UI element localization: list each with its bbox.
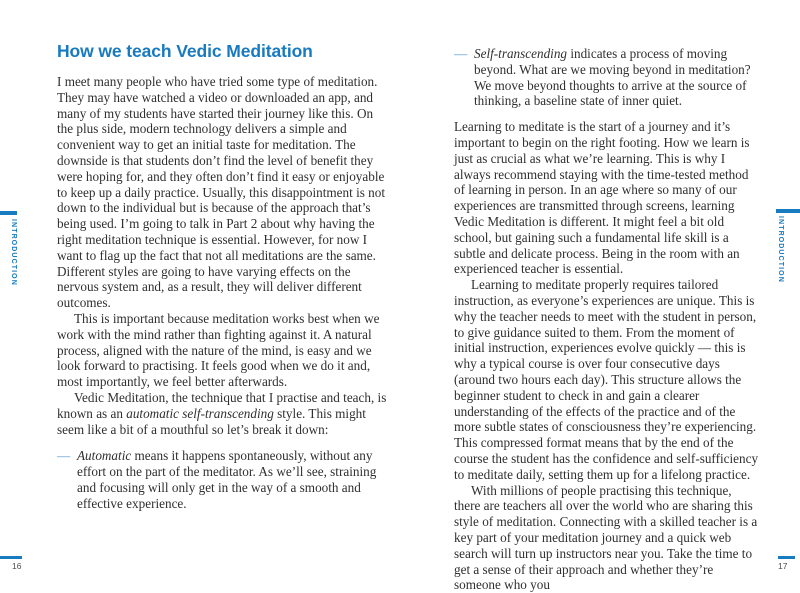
page-title: How we teach Vedic Meditation xyxy=(57,41,313,61)
text-run: This is important because meditation works best when we work with the mind rather than fighting against it. A natural process, aligned with the nature of the mind, is easy and we look forward to practising. It feels good when we do it and, most importantly, we feel better afterwards. xyxy=(57,310,380,390)
footer-rule-right xyxy=(778,556,795,559)
footer-rule-left xyxy=(0,556,22,559)
text-run: style. This might seem like a bit of a mouthful so let’s break it down: xyxy=(57,405,366,437)
right-page-text-column xyxy=(454,46,759,593)
section-tab-bar-left xyxy=(0,211,17,215)
page-number-left: 16 xyxy=(12,561,22,571)
bullet-dash-icon: — xyxy=(57,448,71,464)
section-label-right: INTRODUCTION xyxy=(777,216,784,283)
text-run: Vedic Meditation, the technique that I practise and teach, is known as an xyxy=(57,389,387,421)
left-page-body xyxy=(57,74,391,512)
text-run: Learning to meditate properly requires tailored instruction, as everyone’s experiences are unique. This is why the teacher needs to meet with the student in person, to give guidance suited to them. From the moment of initial instruction, experiences evolve quickly — this is why a typical course is over four consecutive days (around two hours each day). This structure allows the beginner student to check in and gain a clearer understanding of the effects of the practice and of the more subtle states of consciousness they’re experiencing. This compressed format means that by the end of the course the student has the confidence and self-sufficiency to meditate daily, setting them up for a lifelong practice. xyxy=(454,277,759,482)
section-tab-bar-right xyxy=(776,209,800,213)
bullet-dash-icon: — xyxy=(454,46,468,61)
bullet-text xyxy=(77,448,391,511)
paragraph xyxy=(57,311,391,390)
text-run: I meet many people who have tried some type of meditation. They may have watched a video or downloaded an app, and many of my students have started their journey like this. On the plus side, modern technology delivers a simple and convenient way to get an initial taste for meditation. The downside is that students don’t find the level of benefit they were hoping for, and they often don’t find it easy or enjoyable to keep up a daily practice. Usually, this disappointment is not down to the individual but is because of the approach that’s being used. I’m going to talk in Part 2 about why having the right meditation technique is essential. However, for now I want to flag up the fact that not all meditations are the same. Different styles are going to have varying effects on the nervous system and, as a result, they will deliver different outcomes. xyxy=(57,74,386,311)
text-run: means it happens spontaneously, without any effort on the part of the meditator. As we’ll see, straining and focusing will only get in the way of a smooth and effective experience. xyxy=(77,448,377,511)
paragraph xyxy=(57,390,391,437)
bullet-item xyxy=(454,46,759,109)
right-page-body xyxy=(454,46,759,593)
page-number-right: 17 xyxy=(778,561,788,571)
text-run: Learning to meditate is the start of a journey and it’s important to begin on the right footing. How we learn is just as crucial as what we’re learning. This is why I always recommend staying with the time-tested method of learning in person. In an age where so many of our experiences are transmitted through screens, learning Vedic Meditation is different. It might feel a bit old school, but gaining such a fundamental life skill is a subtle and delicate process. Being in the room with an experienced teacher is essential. xyxy=(454,119,750,277)
paragraph xyxy=(454,277,759,482)
left-page-text-column xyxy=(57,41,391,512)
italic-term: Self-transcending xyxy=(474,46,568,61)
text-run: With millions of people practising this technique, there are teachers all over the world who are sharing this style of meditation. Connecting with a skilled teacher is a key part of your meditation journey and a quick web search will turn up instructors near you. Take the time to get a sense of their approach and whether they’re someone who you xyxy=(454,482,758,593)
bullet-text xyxy=(474,46,759,109)
italic-term: Automatic xyxy=(77,448,132,464)
italic-term: automatic self-transcending xyxy=(126,405,274,421)
section-label-left: INTRODUCTION xyxy=(10,219,17,286)
paragraph xyxy=(57,74,391,311)
paragraph xyxy=(454,119,759,277)
bullet-item xyxy=(57,448,391,511)
text-run: indicates a process of moving beyond. What are we moving beyond in meditation? We move beyond thoughts to arrive at the source of thinking, a baseline state of inner quiet. xyxy=(474,46,751,109)
paragraph xyxy=(454,483,759,593)
